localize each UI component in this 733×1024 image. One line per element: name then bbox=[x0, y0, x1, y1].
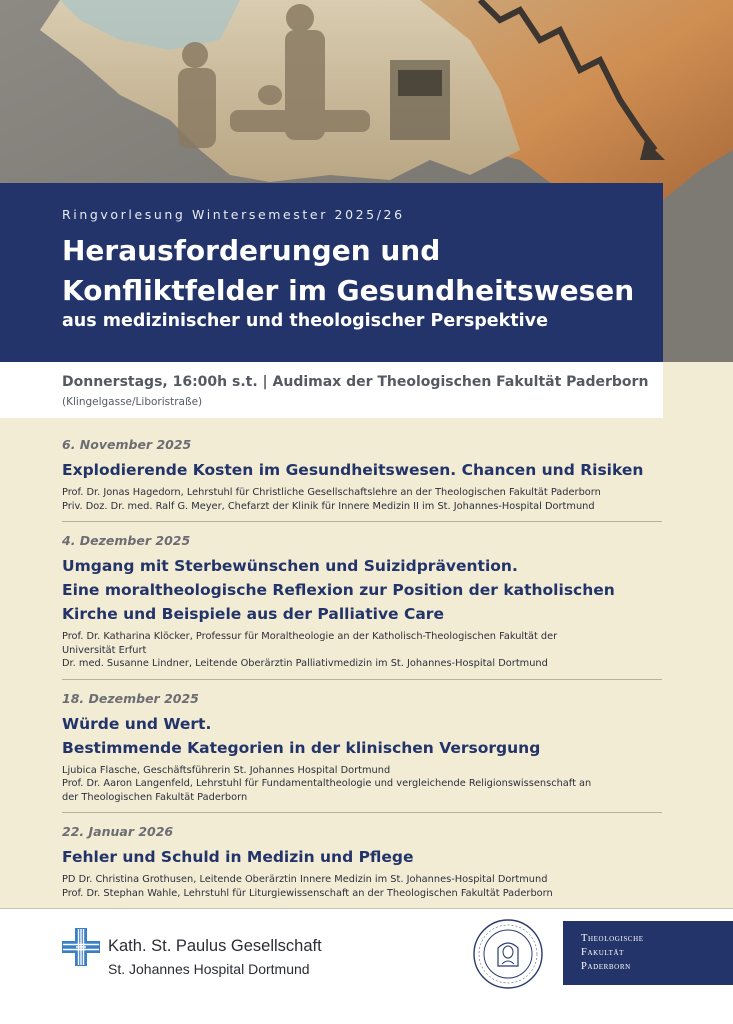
lecture-title-line: Fehler und Schuld in Medizin und Pflege bbox=[62, 848, 414, 866]
lecture-title-line: Kirche und Beispiele aus der Palliative Care bbox=[62, 605, 444, 623]
speaker-line: Ljubica Flasche, Geschäftsführerin St. Johannes Hospital Dortmund bbox=[62, 764, 391, 776]
lecture-item bbox=[62, 436, 662, 522]
speaker-line: Prof. Dr. Jonas Hagedorn, Lehrstuhl für Christliche Gesellschaftslehre an der Theologischen Fakultät Paderborn bbox=[62, 487, 601, 498]
speaker-line: PD Dr. Christina Grothusen, Leitende Oberärztin Innere Medizin im St. Johannes-Hospital Dortmund bbox=[62, 874, 548, 885]
lecture-speakers bbox=[62, 486, 662, 513]
title-band bbox=[0, 183, 663, 362]
lecture-title bbox=[62, 845, 662, 869]
lecture-title bbox=[62, 458, 662, 482]
academia-seal-icon bbox=[472, 918, 544, 990]
lecture-date: 6. November 2025 bbox=[62, 437, 192, 452]
lecture-list bbox=[62, 436, 662, 918]
speaker-line: Priv. Doz. Dr. med. Ralf G. Meyer, Chefarzt der Klinik für Innere Medizin II im St. Johannes-Hospital Dortmund bbox=[62, 500, 595, 512]
lecture-title bbox=[62, 712, 662, 760]
lecture-date: 18. Dezember 2025 bbox=[62, 690, 199, 706]
lecture-date: 22. Januar 2026 bbox=[62, 824, 174, 839]
speaker-line: Universität Erfurt bbox=[62, 644, 147, 656]
faculty-line-2: Fakultät bbox=[581, 947, 625, 958]
lecture-speakers bbox=[62, 630, 662, 671]
speaker-line: Prof. Dr. Katharina Klöcker, Professur für Moraltheologie an der Katholisch-Theologischen Fakultät der bbox=[62, 631, 558, 642]
lecture-series-label: Ringvorlesung Wintersemester 2025/26 bbox=[62, 207, 405, 222]
venue-address: (Klingelgasse/Liboristraße) bbox=[62, 396, 203, 408]
title-line-1: Herausforderungen und bbox=[62, 234, 441, 267]
lecture-date: 4. Dezember 2025 bbox=[62, 533, 191, 548]
lecture-item bbox=[62, 690, 662, 814]
venue-info bbox=[0, 362, 663, 418]
cross-logo-icon bbox=[62, 928, 100, 966]
speaker-line: Dr. med. Susanne Lindner, Leitende Oberärztin Palliativmedizin im St. Johannes-Hospital Dortmund bbox=[62, 658, 548, 669]
page-subtitle: aus medizinischer und theologischer Perspektive bbox=[62, 311, 548, 331]
lecture-speakers bbox=[62, 764, 662, 805]
page-title bbox=[62, 231, 634, 311]
lecture-title-line: Explodierende Kosten im Gesundheitswesen. Chancen und Risiken bbox=[62, 461, 644, 479]
footer-divider bbox=[0, 908, 733, 909]
venue-time: Donnerstags, 16:00h s.t. | Audimax der Theologischen Fakultät Paderborn bbox=[62, 374, 649, 390]
hospital-group-name: Kath. St. Paulus Gesellschaft bbox=[108, 937, 322, 955]
speaker-line: Prof. Dr. Aaron Langenfeld, Lehrstuhl für Fundamentaltheologie und vergleichende Religionswissenschaft an bbox=[62, 778, 592, 789]
lecture-title-line: Würde und Wert. bbox=[62, 714, 212, 733]
hospital-name: St. Johannes Hospital Dortmund bbox=[108, 961, 310, 977]
lecture-title-line: Umgang mit Sterbewünschen und Suizidprävention. bbox=[62, 557, 518, 575]
lecture-speakers bbox=[62, 873, 662, 900]
title-line-2: Konfliktfelder im Gesundheitswesen bbox=[62, 274, 635, 307]
lecture-title-line: Eine moraltheologische Reflexion zur Position der katholischen bbox=[62, 581, 615, 599]
faculty-logo bbox=[563, 921, 733, 985]
faculty-line-3: Paderborn bbox=[581, 961, 631, 972]
faculty-line-1: Theologische bbox=[581, 933, 644, 944]
lecture-item bbox=[62, 823, 662, 908]
lecture-title bbox=[62, 554, 662, 626]
lecture-title-line: Bestimmende Kategorien in der klinischen Versorgung bbox=[62, 738, 541, 757]
speaker-line: der Theologischen Fakultät Paderborn bbox=[62, 791, 248, 803]
lecture-item bbox=[62, 532, 662, 680]
speaker-line: Prof. Dr. Stephan Wahle, Lehrstuhl für Liturgiewissenschaft an der Theologischen Fakultät Paderborn bbox=[62, 887, 553, 899]
